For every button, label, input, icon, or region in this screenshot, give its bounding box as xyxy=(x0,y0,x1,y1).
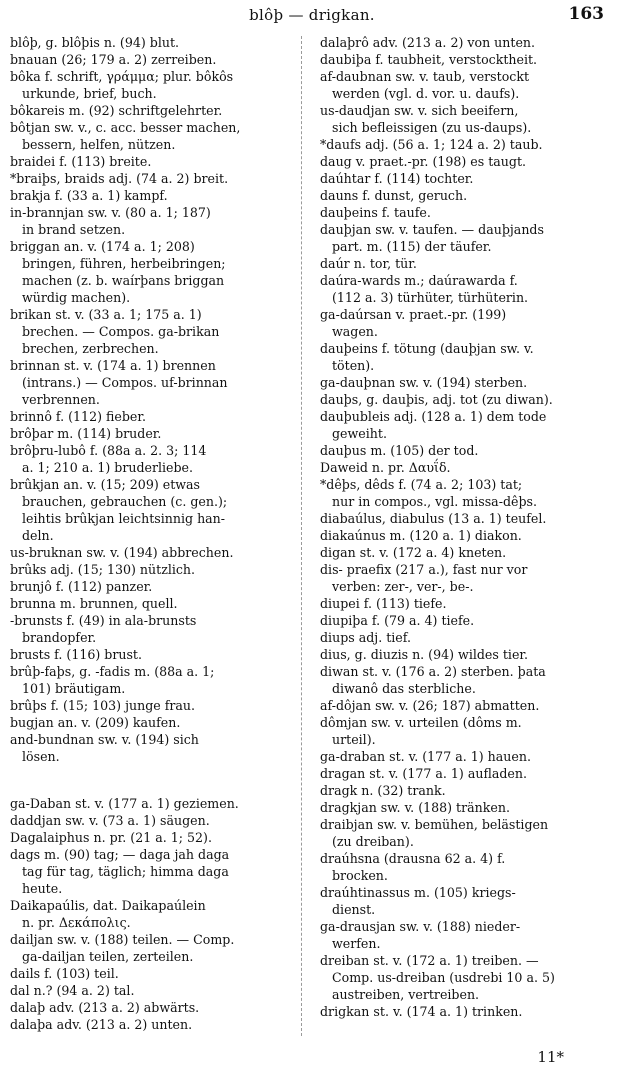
entry-continuation-line: verben: zer-, ver-, be-. xyxy=(332,579,474,594)
entry-line: *braiþs, braids adj. (74 a. 2) breit. xyxy=(10,171,229,186)
page-number: 163 xyxy=(568,4,604,24)
entry-line: dômjan sw. v. urteilen (dôms m. xyxy=(320,715,522,730)
entry-line: dags m. (90) tag; — daga jah daga xyxy=(10,847,230,862)
dictionary-entry xyxy=(10,731,302,765)
dictionary-entry xyxy=(320,459,612,476)
entry-line: draibjan sw. v. bemühen, belästigen xyxy=(320,817,549,832)
entry-continuation-line: diwanô das sterbliche. xyxy=(332,681,476,696)
dictionary-entry xyxy=(320,884,612,918)
entry-line: bugjan an. v. (209) kaufen. xyxy=(10,715,181,730)
dictionary-entry xyxy=(10,561,302,578)
dictionary-entry xyxy=(320,136,612,153)
entry-line: brusts f. (116) brust. xyxy=(10,647,142,662)
dictionary-entry xyxy=(320,663,612,697)
entry-continuation-line: wagen. xyxy=(332,324,378,339)
entry-continuation-line: (112 a. 3) türhüter, türhüterin. xyxy=(332,290,529,305)
entry-line: dails f. (103) teil. xyxy=(10,966,119,981)
entry-line: dragan st. v. (177 a. 1) aufladen. xyxy=(320,766,527,781)
entry-continuation-line: (zu dreiban). xyxy=(332,834,414,849)
entry-continuation-line: dienst. xyxy=(332,902,376,917)
entry-continuation-line: lösen. xyxy=(22,749,60,764)
entry-line: dal n.? (94 a. 2) tal. xyxy=(10,983,135,998)
page-header xyxy=(0,4,624,28)
dictionary-entry xyxy=(320,799,612,816)
dictionary-entry xyxy=(320,204,612,221)
dictionary-entry xyxy=(320,170,612,187)
dictionary-entry xyxy=(10,187,302,204)
dictionary-entry xyxy=(10,795,302,812)
entry-line: Dagalaiphus n. pr. (21 a. 1; 52). xyxy=(10,830,212,845)
dictionary-entry xyxy=(320,952,612,1003)
entry-continuation-line: (intrans.) — Compos. uf-brinnan xyxy=(22,375,228,390)
dictionary-entry xyxy=(10,697,302,714)
entry-continuation-line: bessern, helfen, nützen. xyxy=(22,137,176,152)
entry-line: dauþeins f. tötung (dauþjan sw. v. xyxy=(320,341,534,356)
entry-line: daug v. praet.-pr. (198) es taugt. xyxy=(320,154,527,169)
dictionary-entry xyxy=(10,829,302,846)
entry-continuation-line: brechen. — Compos. ga-brikan xyxy=(22,324,220,339)
letter-section-gap xyxy=(10,765,302,795)
dictionary-entry xyxy=(320,374,612,391)
dictionary-entry xyxy=(10,897,302,931)
dictionary-entry xyxy=(10,663,302,697)
entry-line: digan st. v. (172 a. 4) kneten. xyxy=(320,545,507,560)
entry-line: af-dôjan sw. v. (26; 187) abmatten. xyxy=(320,698,540,713)
dictionary-entry xyxy=(320,68,612,102)
entry-line: daúhtar f. (114) tochter. xyxy=(320,171,474,186)
dictionary-entry xyxy=(10,476,302,544)
dictionary-entry xyxy=(10,442,302,476)
dictionary-entry xyxy=(320,646,612,663)
entry-continuation-line: 101) bräutigam. xyxy=(22,681,126,696)
entry-line: dauþubleis adj. (128 a. 1) dem tode xyxy=(320,409,547,424)
entry-line: *daufs adj. (56 a. 1; 124 a. 2) taub. xyxy=(320,137,543,152)
dictionary-entry xyxy=(320,1003,612,1020)
entry-line: diups adj. tief. xyxy=(320,630,411,645)
dictionary-entry xyxy=(10,595,302,612)
dictionary-entry xyxy=(10,34,302,51)
dictionary-entry xyxy=(320,272,612,306)
entry-line: brakja f. (33 a. 1) kampf. xyxy=(10,188,168,203)
entry-line: dauþjan sw. v. taufen. — dauþjands xyxy=(320,222,544,237)
entry-line: briggan an. v. (174 a. 1; 208) xyxy=(10,239,195,254)
dictionary-entry xyxy=(320,765,612,782)
entry-line: Daweid n. pr. Δαυΐδ. xyxy=(320,460,451,475)
entry-continuation-line: würdig machen). xyxy=(22,290,131,305)
dictionary-entry xyxy=(320,255,612,272)
entry-continuation-line: nur in compos., vgl. missa-dêþs. xyxy=(332,494,537,509)
dictionary-entry xyxy=(10,153,302,170)
signature-mark: 11* xyxy=(537,1048,564,1066)
entry-line: brinnô f. (112) fieber. xyxy=(10,409,147,424)
dictionary-entry xyxy=(10,425,302,442)
dictionary-entry xyxy=(320,612,612,629)
entry-line: Daikapaúlis, dat. Daikapaúlein xyxy=(10,898,206,913)
entry-continuation-line: brauchen, gebrauchen (c. gen.); xyxy=(22,494,228,509)
entry-continuation-line: Comp. us-dreiban (usdrebi 10 a. 5) xyxy=(332,970,555,985)
entry-continuation-line: brandopfer. xyxy=(22,630,97,645)
dictionary-entry xyxy=(320,153,612,170)
entry-line: in-brannjan sw. v. (80 a. 1; 187) xyxy=(10,205,211,220)
entry-line: brôþru-lubô f. (88a a. 2. 3; 114 xyxy=(10,443,207,458)
entry-continuation-line: sich befleissigen (zu us-daups). xyxy=(332,120,532,135)
dictionary-entry xyxy=(320,816,612,850)
dictionary-entry xyxy=(10,357,302,408)
dictionary-entry xyxy=(10,999,302,1016)
entry-line: daubiþa f. taubheit, verstocktheit. xyxy=(320,52,538,67)
dictionary-entry xyxy=(320,918,612,952)
dictionary-entry xyxy=(320,408,612,442)
entry-line: brûkjan an. v. (15; 209) etwas xyxy=(10,477,201,492)
dictionary-entry xyxy=(320,306,612,340)
dictionary-entry xyxy=(320,527,612,544)
entry-line: draúhsna (drausna 62 a. 4) f. xyxy=(320,851,506,866)
entry-line: daúr n. tor, tür. xyxy=(320,256,417,271)
dictionary-entry xyxy=(10,408,302,425)
dictionary-entry xyxy=(10,68,302,102)
dictionary-entry xyxy=(320,782,612,799)
dictionary-entry xyxy=(320,102,612,136)
entry-line: dius, g. diuzis n. (94) wildes tier. xyxy=(320,647,529,662)
entry-continuation-line: machen (z. b. waírþans briggan xyxy=(22,273,225,288)
dictionary-entry xyxy=(320,714,612,748)
entry-continuation-line: a. 1; 210 a. 1) bruderliebe. xyxy=(22,460,194,475)
dictionary-entry xyxy=(320,629,612,646)
entry-line: ga-dauþnan sw. v. (194) sterben. xyxy=(320,375,528,390)
entry-line: diupei f. (113) tiefe. xyxy=(320,596,447,611)
dictionary-entry xyxy=(10,1016,302,1033)
dictionary-entry xyxy=(320,442,612,459)
entry-continuation-line: bringen, führen, herbeibringen; xyxy=(22,256,226,271)
entry-line: ga-drausjan sw. v. (188) nieder- xyxy=(320,919,521,934)
dictionary-entry xyxy=(10,119,302,153)
entry-line: *dêþs, dêds f. (74 a. 2; 103) tat; xyxy=(320,477,523,492)
entry-continuation-line: werden (vgl. d. vor. u. daufs). xyxy=(332,86,520,101)
left-column xyxy=(10,34,302,1033)
entry-line: dalaþ adv. (213 a. 2) abwärts. xyxy=(10,1000,200,1015)
entry-line: dragk n. (32) trank. xyxy=(320,783,446,798)
entry-line: brikan st. v. (33 a. 1; 175 a. 1) xyxy=(10,307,202,322)
dictionary-entry xyxy=(10,170,302,187)
entry-line: braidei f. (113) breite. xyxy=(10,154,152,169)
entry-line: af-daubnan sw. v. taub, verstockt xyxy=(320,69,530,84)
dictionary-entry xyxy=(10,306,302,357)
entry-line: dalaþrô adv. (213 a. 2) von unten. xyxy=(320,35,536,50)
entry-line: brunjô f. (112) panzer. xyxy=(10,579,153,594)
entry-line: drigkan st. v. (174 a. 1) trinken. xyxy=(320,1004,523,1019)
entry-continuation-line: brocken. xyxy=(332,868,388,883)
dictionary-entry xyxy=(320,748,612,765)
entry-continuation-line: tag für tag, täglich; himma daga xyxy=(22,864,229,879)
dictionary-entry xyxy=(10,931,302,965)
entry-line: us-daudjan sw. v. sich beeifern, xyxy=(320,103,519,118)
entry-line: dauþeins f. taufe. xyxy=(320,205,431,220)
entry-continuation-line: austreiben, vertreiben. xyxy=(332,987,480,1002)
entry-line: daúra-wards m.; daúrawarda f. xyxy=(320,273,518,288)
entry-line: dalaþa adv. (213 a. 2) unten. xyxy=(10,1017,193,1032)
dictionary-entry xyxy=(320,391,612,408)
dictionary-entry xyxy=(320,510,612,527)
entry-line: diwan st. v. (176 a. 2) sterben. þata xyxy=(320,664,546,679)
running-head: blôþ — drigkan. xyxy=(249,6,375,24)
entry-line: brunna m. brunnen, quell. xyxy=(10,596,178,611)
entry-line: ga-draban st. v. (177 a. 1) hauen. xyxy=(320,749,531,764)
entry-continuation-line: töten). xyxy=(332,358,375,373)
entry-continuation-line: in brand setzen. xyxy=(22,222,126,237)
entry-continuation-line: urkunde, brief, buch. xyxy=(22,86,157,101)
dictionary-entry xyxy=(320,697,612,714)
dictionary-entry xyxy=(10,982,302,999)
dictionary-entry xyxy=(10,846,302,897)
entry-line: and-bundnan sw. v. (194) sich xyxy=(10,732,199,747)
entry-line: ga-daúrsan v. praet.-pr. (199) xyxy=(320,307,507,322)
dictionary-entry xyxy=(10,646,302,663)
entry-line: diupiþa f. (79 a. 4) tiefe. xyxy=(320,613,475,628)
dictionary-entry xyxy=(320,476,612,510)
entry-continuation-line: brechen, zerbrechen. xyxy=(22,341,159,356)
dictionary-entry xyxy=(10,204,302,238)
dictionary-entry xyxy=(320,561,612,595)
entry-line: diabaúlus, diabulus (13 a. 1) teufel. xyxy=(320,511,547,526)
entry-line: bôkareis m. (92) schriftgelehrter. xyxy=(10,103,223,118)
dictionary-entry xyxy=(320,340,612,374)
entry-continuation-line: verbrennen. xyxy=(22,392,100,407)
dictionary-entry xyxy=(10,612,302,646)
dictionary-entry xyxy=(320,51,612,68)
dictionary-entry xyxy=(320,221,612,255)
dictionary-entry xyxy=(10,102,302,119)
entry-continuation-line: ga-dailjan teilen, zerteilen. xyxy=(22,949,194,964)
entry-continuation-line: leihtis brûkjan leichtsinnig han- xyxy=(22,511,226,526)
dictionary-entry xyxy=(10,965,302,982)
entry-line: diakaúnus m. (120 a. 1) diakon. xyxy=(320,528,522,543)
dictionary-entry xyxy=(320,187,612,204)
dictionary-entry xyxy=(320,850,612,884)
entry-continuation-line: urteil). xyxy=(332,732,376,747)
entry-line: brûks adj. (15; 130) nützlich. xyxy=(10,562,196,577)
entry-line: bnauan (26; 179 a. 2) zerreiben. xyxy=(10,52,217,67)
dictionary-entry xyxy=(10,238,302,306)
entry-continuation-line: werfen. xyxy=(332,936,381,951)
entry-line: bôtjan sw. v., c. acc. besser machen, xyxy=(10,120,241,135)
dictionary-entry xyxy=(10,544,302,561)
entry-line: blôþ, g. blôþis n. (94) blut. xyxy=(10,35,180,50)
dictionary-entry xyxy=(10,714,302,731)
entry-line: dailjan sw. v. (188) teilen. — Comp. xyxy=(10,932,235,947)
entry-continuation-line: n. pr. Δεκάπολις. xyxy=(22,915,131,930)
entry-line: dauns f. dunst, geruch. xyxy=(320,188,468,203)
entry-continuation-line: deln. xyxy=(22,528,54,543)
entry-line: dauþs, g. dauþis, adj. tot (zu diwan). xyxy=(320,392,553,407)
dictionary-entry xyxy=(320,34,612,51)
entry-continuation-line: heute. xyxy=(22,881,63,896)
entry-line: ga-Daban st. v. (177 a. 1) geziemen. xyxy=(10,796,239,811)
entry-line: dauþus m. (105) der tod. xyxy=(320,443,479,458)
entry-line: brinnan st. v. (174 a. 1) brennen xyxy=(10,358,216,373)
entry-line: dis- praefix (217 a.), fast nur vor xyxy=(320,562,528,577)
dictionary-entry xyxy=(320,544,612,561)
entry-line: daddjan sw. v. (73 a. 1) säugen. xyxy=(10,813,210,828)
dictionary-entry xyxy=(320,595,612,612)
entry-line: dreiban st. v. (172 a. 1) treiben. — xyxy=(320,953,539,968)
entry-line: brûþs f. (15; 103) junge frau. xyxy=(10,698,196,713)
entry-continuation-line: part. m. (115) der täufer. xyxy=(332,239,492,254)
entry-line: brôþar m. (114) bruder. xyxy=(10,426,162,441)
entry-line: bôka f. schrift, γράμμα; plur. bôkôs xyxy=(10,69,234,84)
entry-line: us-bruknan sw. v. (194) abbrechen. xyxy=(10,545,234,560)
entry-line: brûþ-faþs, g. -fadis m. (88a a. 1; xyxy=(10,664,215,679)
entry-line: draúhtinassus m. (105) kriegs- xyxy=(320,885,516,900)
entry-line: -brunsts f. (49) in ala-brunsts xyxy=(10,613,197,628)
dictionary-entry xyxy=(10,578,302,595)
right-column xyxy=(320,34,612,1020)
dictionary-entry xyxy=(10,812,302,829)
entry-continuation-line: geweiht. xyxy=(332,426,387,441)
entry-line: dragkjan sw. v. (188) tränken. xyxy=(320,800,510,815)
dictionary-entry xyxy=(10,51,302,68)
